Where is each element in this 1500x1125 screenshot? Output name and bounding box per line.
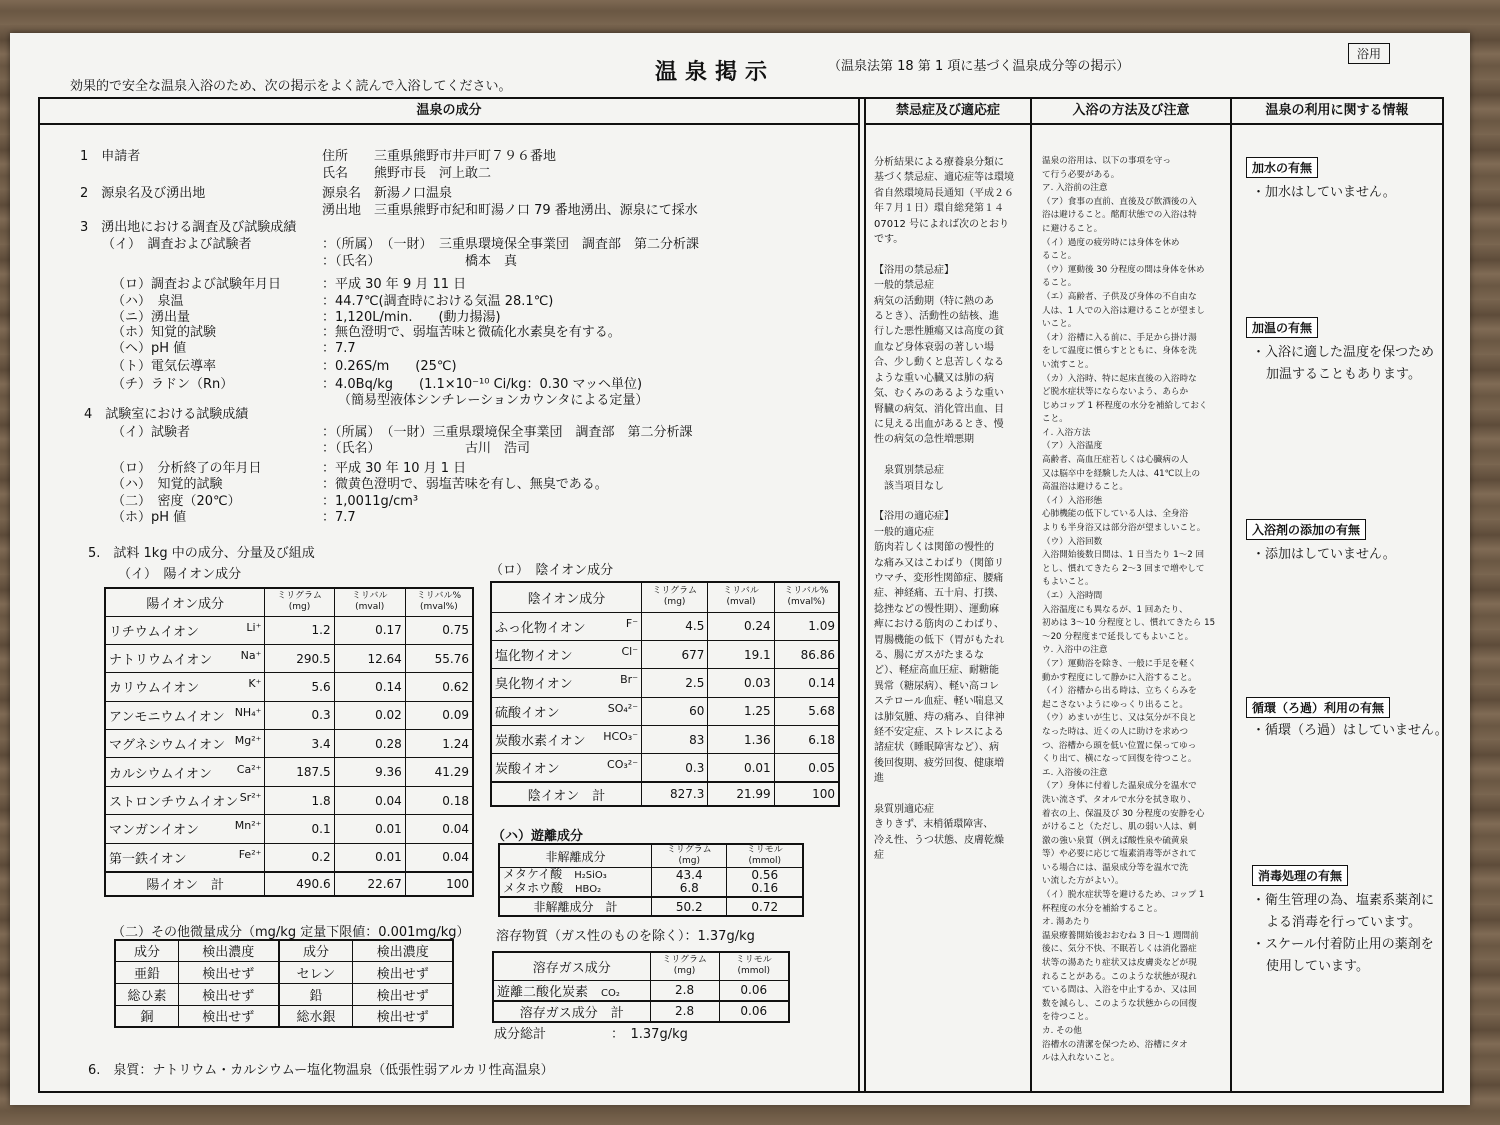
anion-row bbox=[491, 669, 839, 697]
anion-formula: Br⁻ bbox=[620, 673, 639, 687]
cation-row bbox=[105, 730, 473, 758]
free-row1-mmol: 0.56 bbox=[751, 868, 779, 882]
cation-mg: 0.3 bbox=[265, 701, 334, 729]
disinfection-title: 消毒処理の有無 bbox=[1252, 865, 1348, 886]
trace-component: 銅 bbox=[115, 1005, 178, 1027]
cation-formula: Li⁺ bbox=[246, 620, 262, 634]
circulation-text: ・循環（ろ過）はしていません。 bbox=[1252, 723, 1448, 738]
trace-component: セレン bbox=[279, 961, 353, 983]
cation-mval: 0.01 bbox=[334, 843, 405, 871]
cation-name: 第一鉄イオン bbox=[109, 851, 187, 867]
gas-row-mmol: 0.06 bbox=[719, 980, 789, 1001]
cation-row bbox=[105, 644, 473, 672]
anion-header-mg: ミリグラム (mg) bbox=[642, 582, 708, 612]
free-rows-mg bbox=[652, 868, 727, 898]
cation-name-cell bbox=[105, 644, 265, 672]
anion-mvalpct: 0.05 bbox=[774, 754, 839, 782]
anion-name-cell bbox=[491, 669, 642, 697]
gas-row-name: 遊離二酸化炭素 bbox=[497, 984, 589, 1000]
survey-tester-name: ：（氏名） 橋本 真 bbox=[322, 254, 518, 269]
anion-mg: 677 bbox=[642, 640, 708, 668]
radon-label: （チ）ラドン（Rn） bbox=[112, 377, 234, 392]
column-header-contraindications: 禁忌症及び適応症 bbox=[866, 99, 1030, 125]
cation-mg: 0.1 bbox=[265, 815, 334, 843]
cation-row bbox=[105, 843, 473, 871]
anion-mvalpct: 1.09 bbox=[774, 612, 839, 640]
cation-mvalpct: 0.75 bbox=[405, 616, 473, 644]
cation-name-cell bbox=[105, 815, 265, 843]
temp-label: （ハ） 泉温 bbox=[112, 294, 184, 309]
item-lab: 4 試験室における試験成績 bbox=[84, 407, 249, 422]
flow-label: （ニ）湧出量 bbox=[112, 310, 191, 325]
applicant-name: 氏名 熊野市長 河上敢二 bbox=[322, 166, 492, 181]
cation-formula: Sr²⁺ bbox=[239, 791, 262, 805]
anion-total-label: 陰イオン 計 bbox=[491, 782, 642, 806]
cation-mg: 290.5 bbox=[265, 644, 334, 672]
gas-row bbox=[493, 980, 650, 1001]
column-divider bbox=[864, 99, 866, 1091]
trace-component: 総水銀 bbox=[279, 1005, 353, 1027]
anion-row bbox=[491, 612, 839, 640]
radon-method: （簡易型液体シンチレーションカウンタによる定量） bbox=[338, 393, 649, 408]
gas-total-mmol: 0.06 bbox=[719, 1001, 789, 1022]
cation-name-cell bbox=[105, 730, 265, 758]
trace-detected: 検出せず bbox=[178, 961, 278, 983]
cation-mvalpct: 0.04 bbox=[405, 815, 473, 843]
ph-value: ：7.7 bbox=[322, 341, 356, 356]
anion-formula: F⁻ bbox=[625, 616, 639, 630]
applicant-address: 住所 三重県熊野市井戸町７９６番地 bbox=[322, 149, 557, 164]
anion-name-cell bbox=[491, 726, 642, 754]
gas-table bbox=[492, 951, 790, 1023]
trace-header-4: 検出濃度 bbox=[353, 940, 453, 961]
density-label: （二） 密度（20℃） bbox=[112, 494, 241, 509]
cation-name: マンガンイオン bbox=[109, 823, 199, 839]
anion-formula: Cl⁻ bbox=[621, 645, 639, 659]
additive-text: ・添加はしていません。 bbox=[1252, 547, 1396, 562]
cation-mvalpct: 0.09 bbox=[405, 701, 473, 729]
gas-row-formula: CO₂ bbox=[601, 987, 620, 999]
anion-mg: 2.5 bbox=[642, 669, 708, 697]
conductivity-label: （ト）電気伝導率 bbox=[112, 359, 217, 374]
anion-mvalpct: 6.18 bbox=[774, 726, 839, 754]
lab-date: ：平成 30 年 10 月 1 日 bbox=[322, 461, 467, 476]
anion-row bbox=[491, 726, 839, 754]
trace-component: 総ひ素 bbox=[115, 983, 178, 1005]
anion-name: 硫酸イオン bbox=[495, 705, 560, 721]
free-row1-name: メタケイ酸 bbox=[503, 867, 563, 881]
cation-table bbox=[104, 587, 474, 897]
cation-mg: 5.6 bbox=[265, 673, 334, 701]
radon-value: ：4.0Bq/kg (1.1×10⁻¹⁰ Ci/kg：0.30 マッヘ単位) bbox=[322, 377, 643, 392]
cation-header: 陽イオン成分 bbox=[105, 588, 265, 616]
cation-row bbox=[105, 758, 473, 786]
disinfection-text-1: ・衛生管理の為、塩素系薬剤に bbox=[1252, 893, 1435, 908]
density-value: ：1,0011g/cm³ bbox=[322, 494, 419, 509]
circulation-title: 循環（ろ過）利用の有無 bbox=[1246, 697, 1390, 718]
gas-header-mmol: ミリモル (mmol) bbox=[719, 952, 789, 980]
column-header-bathing: 入浴の方法及び注意 bbox=[1032, 99, 1230, 125]
main-frame bbox=[38, 97, 1448, 1093]
cation-total-mval: 22.67 bbox=[334, 872, 405, 896]
cation-name: カリウムイオン bbox=[109, 681, 200, 697]
free-header-mmol: ミリモル (mmol) bbox=[727, 844, 803, 868]
anion-mval: 0.03 bbox=[708, 669, 774, 697]
cation-formula: Fe²⁺ bbox=[238, 847, 262, 861]
trace-component: 鉛 bbox=[279, 983, 353, 1005]
lab-sensory-label: （ハ） 知覚的試験 bbox=[112, 477, 223, 492]
anion-mvalpct: 0.14 bbox=[774, 669, 839, 697]
cation-name-cell bbox=[105, 786, 265, 814]
dissolved-solids: 溶存物質（ガス性のものを除く）：1.37g/kg bbox=[496, 929, 755, 944]
lab-sensory-value: ：微黄色澄明で、弱塩苦味を有し、無臭である。 bbox=[322, 477, 608, 492]
usage-badge: 浴用 bbox=[1348, 43, 1390, 64]
gas-header: 溶存ガス成分 bbox=[493, 952, 650, 980]
source-location: 湧出地 三重県熊野市紀和町湯ノ口 79 番地湧出、源泉にて採水 bbox=[322, 203, 698, 218]
cation-name-cell bbox=[105, 843, 265, 871]
cation-mg: 0.2 bbox=[265, 843, 334, 871]
cation-header-mg: ミリグラム (mg) bbox=[265, 588, 334, 616]
cation-total-label: 陽イオン 計 bbox=[105, 872, 265, 896]
cation-formula: NH₄⁺ bbox=[234, 705, 262, 719]
heating-title: 加温の有無 bbox=[1246, 317, 1318, 338]
gas-total-label: 溶存ガス成分 計 bbox=[493, 1001, 650, 1022]
anion-total-mvalpct: 100 bbox=[774, 782, 839, 806]
lab-ph-label: （ホ）pH 値 bbox=[112, 510, 187, 525]
notice-board bbox=[10, 33, 1470, 1105]
cation-name: ストロンチウムイオン bbox=[109, 795, 239, 811]
item-survey: 3 湧出地における調査及び試験成績 bbox=[80, 220, 297, 235]
disinfection-text-3: ・スケール付着防止用の薬剤を bbox=[1252, 937, 1434, 952]
additive-title: 入浴剤の添加の有無 bbox=[1246, 519, 1366, 540]
lab-date-label: （ロ） 分析終了の年月日 bbox=[112, 461, 262, 476]
sensory-label: （ホ）知覚的試験 bbox=[112, 325, 217, 340]
anion-mg: 4.5 bbox=[642, 612, 708, 640]
spring-quality: 6. 泉質：ナトリウム・カルシウムー塩化物温泉（低張性弱アルカリ性高温泉） bbox=[88, 1063, 554, 1078]
item-components: 5. 試料 1kg 中の成分、分量及び組成 bbox=[88, 546, 315, 561]
cation-name: ナトリウムイオン bbox=[109, 653, 213, 669]
trace-header-2: 検出濃度 bbox=[178, 940, 278, 961]
free-total-label: 非解離成分 計 bbox=[499, 897, 652, 916]
gas-header-mg: ミリグラム (mg) bbox=[650, 952, 719, 980]
cation-mval: 9.36 bbox=[334, 758, 405, 786]
anion-name-cell bbox=[491, 640, 642, 668]
cation-name-cell bbox=[105, 673, 265, 701]
cation-name: リチウムイオン bbox=[109, 624, 199, 640]
column-divider bbox=[1030, 99, 1032, 1091]
trace-row bbox=[115, 983, 453, 1005]
page-subtitle: （温泉法第 18 第 1 項に基づく温泉成分等の掲示） bbox=[828, 59, 1130, 74]
survey-tester-label: （イ） 調査および試験者 bbox=[102, 237, 252, 252]
anion-name-cell bbox=[491, 754, 642, 782]
anion-header: 陰イオン成分 bbox=[491, 582, 642, 612]
lab-tester-name: ：（氏名） 古川 浩司 bbox=[322, 441, 531, 456]
trace-heading: （二）その他微量成分（mg/kg 定量下限値：0.001mg/kg） bbox=[112, 925, 470, 940]
contraindications-text: 分析結果による療養泉分類に 基づく禁忌症、適応症等は環境 省自然環境局長通知（平成２６ 年７月１日）環自総発第１４ 07012 号によれば次のとおり です。 【浴用の禁忌症】 一般的禁忌症 病気の活動期（特に熱のあ るとき）、活動性の結核、進 行した悪性腫瘍又は高度の貧 血など身体衰弱の著しい場 合、少し動くと息苦しくなる ような重い心臓又は肺の病 気、むくみのあるような重い 腎臓の病気、消化管出血、目 に見える出血があるとき、慢 性の病気の急性増悪期 泉質別禁忌症 該当項目なし 【浴用の適応症】 一般的適応症 筋肉若しくは関節の慢性的 な痛み又はこわばり（関節リ ウマチ、変形性関節症、腰痛 症、神経痛、五十肩、打撲、 捻挫などの慢性期）、運動麻 痺における筋肉のこわばり、 胃腸機能の低下（胃がもたれ る、腸にガスがたまるな ど）、軽症高血圧症、耐糖能 異常（糖尿病）、軽い高コレ ステロール血症、軽い喘息又 は肺気腫、痔の痛み、自律神 経不安定症、ストレスによる 諸症状（睡眠障害など）、病 後回復期、疲労回復、健康増 進 泉質別適応症 きりきず、末梢循環障害、 冷え性、うつ状態、皮膚乾燥 症 bbox=[874, 157, 1014, 862]
cation-mg: 187.5 bbox=[265, 758, 334, 786]
cation-row bbox=[105, 701, 473, 729]
anion-name-cell bbox=[491, 697, 642, 725]
trace-detected: 検出せず bbox=[178, 1005, 278, 1027]
cation-name: アンモニウムイオン bbox=[109, 709, 225, 725]
anion-heading: （ロ） 陰イオン成分 bbox=[490, 563, 614, 578]
gas-total-mg: 2.8 bbox=[650, 1001, 719, 1022]
free-header-mg: ミリグラム (mg) bbox=[652, 844, 727, 868]
water-added-text: ・加水はしていません。 bbox=[1252, 185, 1396, 200]
trace-component: 亜鉛 bbox=[115, 961, 178, 983]
cation-formula: Na⁺ bbox=[240, 649, 262, 663]
cation-name: マグネシウムイオン bbox=[109, 738, 226, 754]
cation-row bbox=[105, 616, 473, 644]
trace-row bbox=[115, 1005, 453, 1027]
lab-tester-org: ：（所属） （一財）三重県環境保全事業団 調査部 第二分析課 bbox=[322, 425, 693, 440]
anion-mval: 19.1 bbox=[708, 640, 774, 668]
cation-row bbox=[105, 786, 473, 814]
cation-mval: 0.04 bbox=[334, 786, 405, 814]
anion-row bbox=[491, 754, 839, 782]
cation-formula: Mn²⁺ bbox=[234, 819, 262, 833]
item-source: 2 源泉名及び湧出地 bbox=[80, 186, 206, 201]
cation-name-cell bbox=[105, 701, 265, 729]
anion-header-mval: ミリバル (mval) bbox=[708, 582, 774, 612]
cation-name: カルシウムイオン bbox=[109, 766, 212, 782]
item-applicant: 1 申請者 bbox=[80, 149, 141, 164]
anion-mval: 0.01 bbox=[708, 754, 774, 782]
cation-mval: 0.01 bbox=[334, 815, 405, 843]
disinfection-text-4: 使用しています。 bbox=[1266, 959, 1369, 974]
cation-mval: 0.28 bbox=[334, 730, 405, 758]
anion-mvalpct: 5.68 bbox=[774, 697, 839, 725]
bathing-method-text: 温泉の浴用は、以下の事項を守っ て行う必要がある。 ア. 入浴前の注意 （ア）食事の直前、直後及び飲酒後の入 浴は避けること。酩酊状態での入浴は特 に避けること。 （イ）過度の疲労時には身体を休め ること。 （ウ）運動後 30 分程度の間は身体を休め ること。 （エ）高齢者、子供及び身体の不自由な 人は、1 人での入浴は避けることが望まし いこと。 （オ）浴槽に入る前に、手足から掛け湯 をして温度に慣らすとともに、身体を洗 い流すこと。 （カ）入浴時、特に起床直後の入浴時な ど脱水症状等にならないよう、あらか じめコップ 1 杯程度の水分を補給しておく こと。 イ. 入浴方法 （ア）入浴温度 高齢者、高血圧症若しくは心臓病の人 又は脳卒中を経験した人は、41℃以上の 高温浴は避けること。 （イ）入浴形態 心肺機能の低下している人は、全身浴 よりも半身浴又は部分浴が望ましいこと。 （ウ）入浴回数 入浴開始後数日間は、1 日当たり 1～2 回 とし、慣れてきたら 2～3 回まで増やして もよいこと。 （エ）入浴時間 入浴温度にも異なるが、1 回あたり、 初めは 3～10 分程度とし、慣れてきたら 15 ～20 分程度まで延長してもよいこと。 ウ. 入浴中の注意 （ア）運動浴を除き、一般に手足を軽く 動かす程度にして静かに入浴すること。 （イ）浴槽から出る時は、立ちくらみを 起こさないようにゆっくり出ること。 （ウ）めまいが生じ、又は気分が不良と なった時は、近くの人に助けを求めつ つ、浴槽から頭を低い位置に保ってゆっ くり出て、横になって回復を待つこと。 エ. 入浴後の注意 （ア）身体に付着した温泉成分を温水で 洗い流さず、タオルで水分を拭き取り、 着衣の上、保温及び 30 分程度の安静を心 がけること（ただし、肌の弱い人は、刺 激の強い泉質（例えば酸性泉や硫黄泉 等）や必要に応じて塩素消毒等がされて いる場合には、温泉成分等を温水で洗 い流した方がよい）。 （イ）脱水症状等を避けるため、コップ 1 杯程度の水分を補給すること。 オ. 湯あたり 温泉療養開始後おおむね 3 日～1 週間前 後に、気分不快、不眠若しくは消化器症 状等の湯あたり症状又は皮膚炎などが現 れることがある。このような状態が現れ ている間は、入浴を中止するか、又は回 数を減らし、このような状態からの回復 を待つこと。 カ. その他 浴槽水の清潔を保つため、浴槽にタオ ルは入れないこと。 bbox=[1042, 156, 1216, 1064]
anion-mval: 0.24 bbox=[708, 612, 774, 640]
anion-mval: 1.25 bbox=[708, 697, 774, 725]
cation-mval: 0.14 bbox=[334, 673, 405, 701]
cation-mg: 3.4 bbox=[265, 730, 334, 758]
cation-mval: 0.17 bbox=[334, 616, 405, 644]
gas-row-mg: 2.8 bbox=[650, 980, 719, 1001]
column-divider bbox=[858, 99, 860, 1091]
anion-mg: 0.3 bbox=[642, 754, 708, 782]
trace-detected: 検出せず bbox=[353, 1005, 453, 1027]
cation-mval: 12.64 bbox=[334, 644, 405, 672]
trace-row bbox=[115, 961, 453, 983]
cation-name-cell bbox=[105, 758, 265, 786]
trace-table bbox=[114, 939, 454, 1028]
total-components: 成分総計 ： 1.37g/kg bbox=[494, 1027, 688, 1042]
cation-mval: 0.02 bbox=[334, 701, 405, 729]
anion-formula: CO₃²⁻ bbox=[607, 758, 639, 772]
ph-label: （ヘ）pH 値 bbox=[112, 341, 187, 356]
cation-mg: 1.8 bbox=[265, 786, 334, 814]
cation-row bbox=[105, 815, 473, 843]
anion-row bbox=[491, 697, 839, 725]
free-row2-name: メタホウ酸 bbox=[503, 881, 564, 895]
anion-table bbox=[490, 581, 840, 807]
trace-detected: 検出せず bbox=[353, 983, 453, 1005]
heating-text-1: ・入浴に適した温度を保つため bbox=[1252, 345, 1435, 360]
survey-date: ：平成 30 年 9 月 11 日 bbox=[322, 277, 467, 292]
anion-name: 炭酸イオン bbox=[495, 762, 560, 778]
free-rows-mmol bbox=[727, 868, 803, 898]
free-total-mmol: 0.72 bbox=[727, 897, 803, 916]
free-row1-formula: H₂SiO₃ bbox=[574, 870, 607, 881]
trace-header-1: 成分 bbox=[115, 940, 178, 961]
conductivity-value: ：0.26S/m (25℃) bbox=[322, 359, 457, 374]
cation-mvalpct: 0.18 bbox=[405, 786, 473, 814]
cation-mvalpct: 0.62 bbox=[405, 673, 473, 701]
cation-total-mg: 490.6 bbox=[265, 872, 334, 896]
anion-header-mvalpct: ミリバル% (mval%) bbox=[774, 582, 839, 612]
anion-name-cell bbox=[491, 612, 642, 640]
free-table bbox=[498, 843, 804, 917]
free-total-mg: 50.2 bbox=[652, 897, 727, 916]
cation-mvalpct: 41.29 bbox=[405, 758, 473, 786]
free-row1-mg: 43.4 bbox=[675, 868, 703, 882]
survey-date-label: （ロ）調査および試験年月日 bbox=[112, 277, 282, 292]
cation-name-cell bbox=[105, 616, 265, 644]
anion-row bbox=[491, 640, 839, 668]
disinfection-text-2: よる消毒を行っています。 bbox=[1266, 915, 1421, 930]
cation-total-mvalpct: 100 bbox=[405, 872, 473, 896]
anion-name: 炭酸水素イオン bbox=[495, 734, 586, 750]
lab-tester-label: （イ）試験者 bbox=[112, 425, 191, 440]
free-row2-mmol: 0.16 bbox=[751, 881, 779, 895]
anion-total-mval: 21.99 bbox=[708, 782, 774, 806]
free-row2-formula: HBO₂ bbox=[575, 884, 602, 895]
cation-formula: Mg²⁺ bbox=[234, 734, 262, 748]
anion-name: 臭化物イオン bbox=[495, 677, 573, 693]
anion-mg: 60 bbox=[642, 697, 708, 725]
anion-mvalpct: 86.86 bbox=[774, 640, 839, 668]
page-title: 温泉掲示 bbox=[655, 60, 776, 85]
anion-name: ふっ化物イオン bbox=[495, 620, 586, 636]
survey-tester-org: ：（所属） （一財） 三重県環境保全事業団 調査部 第二分析課 bbox=[322, 237, 700, 252]
column-header-usage-info: 温泉の利用に関する情報 bbox=[1232, 99, 1442, 125]
source-name: 源泉名 新湯ノ口温泉 bbox=[322, 186, 453, 201]
free-rows-names bbox=[499, 868, 652, 898]
trace-header-3: 成分 bbox=[279, 940, 353, 961]
cation-header-mvalpct: ミリバル% (mval%) bbox=[405, 588, 473, 616]
anion-formula: SO₄²⁻ bbox=[607, 701, 639, 715]
sensory-value: ：無色澄明で、弱塩苦味と微硫化水素臭を有する。 bbox=[322, 325, 621, 340]
lab-ph-value: ：7.7 bbox=[322, 510, 356, 525]
cation-row bbox=[105, 673, 473, 701]
water-added-title: 加水の有無 bbox=[1246, 157, 1318, 178]
cation-formula: K⁺ bbox=[248, 677, 262, 691]
cation-formula: Ca²⁺ bbox=[236, 762, 262, 776]
intro-text: 効果的で安全な温泉入浴のため、次の掲示をよく読んで入浴してください。 bbox=[70, 79, 512, 94]
anion-mval: 1.36 bbox=[708, 726, 774, 754]
trace-detected: 検出せず bbox=[353, 961, 453, 983]
heating-text-2: 加温することもあります。 bbox=[1266, 367, 1421, 382]
column-divider bbox=[1230, 99, 1232, 1091]
cation-mvalpct: 0.04 bbox=[405, 843, 473, 871]
column-header-composition: 温泉の成分 bbox=[40, 99, 858, 125]
temp-value: ：44.7℃(調査時における気温 28.1℃) bbox=[322, 294, 554, 309]
anion-total-mg: 827.3 bbox=[642, 782, 708, 806]
free-heading: （ハ）遊離成分 bbox=[492, 829, 584, 844]
flow-value: ：1,120L/min. (動力揚湯) bbox=[322, 310, 501, 325]
free-header: 非解離成分 bbox=[499, 844, 652, 868]
anion-mg: 83 bbox=[642, 726, 708, 754]
trace-detected: 検出せず bbox=[178, 983, 278, 1005]
cation-mvalpct: 1.24 bbox=[405, 730, 473, 758]
cation-header-mval: ミリバル (mval) bbox=[334, 588, 405, 616]
anion-name: 塩化物イオン bbox=[495, 649, 573, 665]
anion-formula: HCO₃⁻ bbox=[603, 730, 639, 744]
cation-mg: 1.2 bbox=[265, 616, 334, 644]
cation-mvalpct: 55.76 bbox=[405, 644, 473, 672]
cation-heading: （イ） 陽イオン成分 bbox=[118, 567, 242, 582]
free-row2-mg: 6.8 bbox=[679, 881, 699, 895]
